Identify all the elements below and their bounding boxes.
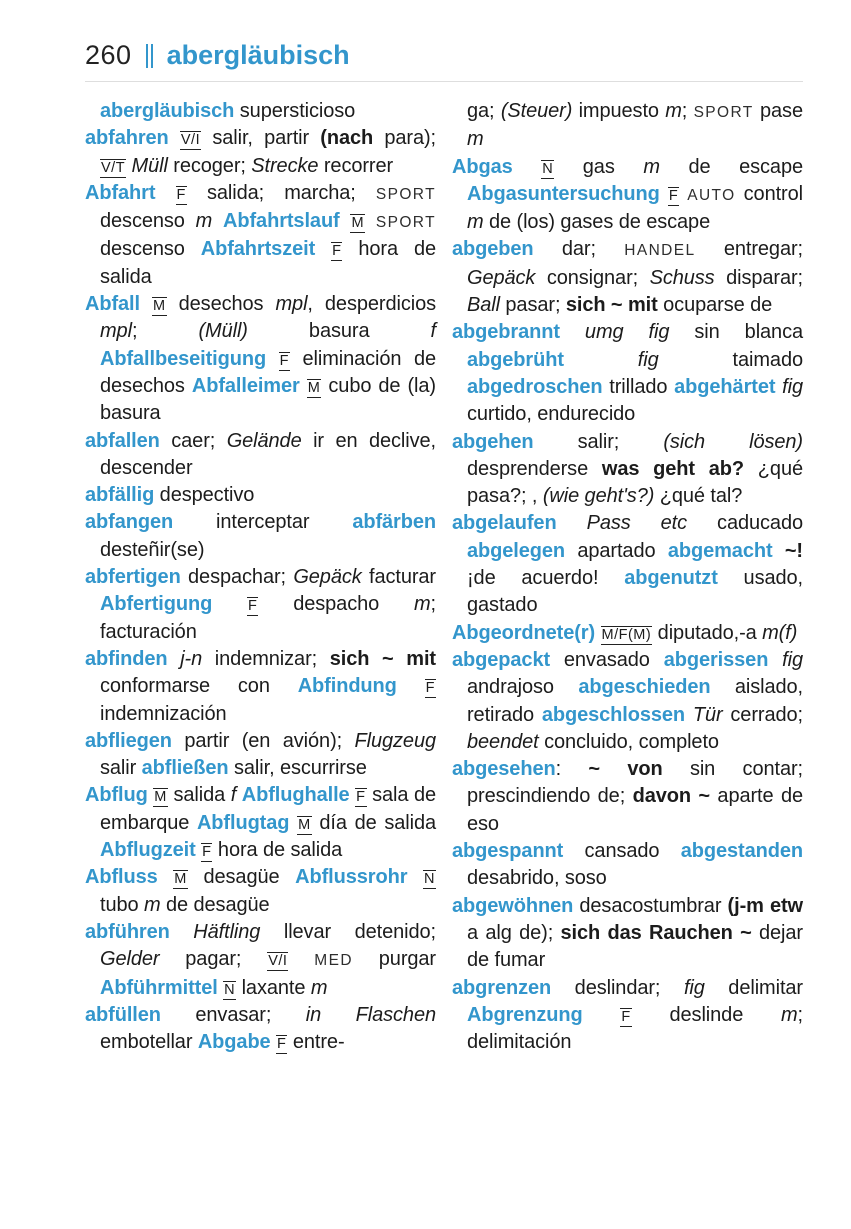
translation-text: purgar (352, 948, 436, 971)
translation-text: dar; (561, 238, 625, 261)
translation-text: ir en declive, descender (100, 429, 436, 479)
gender-marker: F (668, 187, 679, 204)
translation-text: pagar; (159, 948, 268, 971)
context-word: (Müll) (198, 320, 248, 343)
translation-text: deslinde (631, 1003, 781, 1026)
translation-text: de (los) gases de escape (483, 211, 711, 234)
headword: abgehärtet (674, 375, 783, 398)
context-word: Schuss (649, 266, 715, 289)
translation-text: pasar; (499, 294, 566, 317)
context-word: m (143, 893, 161, 916)
gender-marker: N (224, 981, 236, 998)
context-word: fig (683, 976, 705, 999)
context-word: Ball (467, 294, 500, 317)
translation-text: salir, partir (201, 127, 321, 150)
translation-text: supersticioso (239, 100, 356, 122)
translation-text: entregar; (695, 238, 803, 261)
headword: abfällig (85, 484, 160, 507)
translation-text: salir; (577, 430, 664, 453)
context-word: umg fig (584, 321, 670, 344)
headword: Abfluss (85, 866, 174, 889)
translation-text: delimitar (704, 976, 803, 999)
context-word: m (467, 211, 484, 234)
gender-marker: F (176, 186, 186, 203)
context-word: Gepäck (467, 266, 536, 289)
dictionary-entry (85, 125, 436, 180)
dictionary-entry (452, 429, 803, 511)
context-word: Gelände (226, 429, 302, 452)
translation-text: hora de salida (100, 238, 436, 288)
headword: Abfallbeseitigung (100, 347, 279, 370)
field-label: SPORT (693, 104, 754, 121)
translation-text: aparte de eso (467, 785, 803, 835)
double-bar-separator-icon (146, 44, 153, 68)
context-word: (wie geht's?) (542, 485, 655, 508)
translation-text: de escape (659, 155, 803, 178)
headword: abgeschlossen (541, 703, 693, 726)
translation-text: deslindar; (574, 976, 684, 999)
translation-text: desacostumbrar (579, 894, 728, 917)
translation-text (288, 948, 314, 970)
context-word: (sich lösen) (663, 430, 803, 453)
gender-marker: N (424, 871, 435, 888)
headword: Abgasuntersuchung (467, 182, 668, 205)
context-word: fig (782, 648, 803, 671)
dictionary-entry (85, 919, 436, 1002)
headword: abfließen (141, 757, 234, 780)
translation-text: embotellar (100, 1031, 198, 1054)
dictionary-entry (85, 428, 436, 483)
headword: Abfindung (297, 675, 425, 698)
translation-text: ¡de acuerdo! (467, 567, 625, 590)
gender-marker: F (202, 844, 212, 861)
headword: Abfahrtszeit (200, 238, 332, 261)
translation-text: ga; (467, 100, 501, 122)
translation-text: cubo de (la) basura (100, 374, 436, 425)
context-word: Gelder (100, 948, 160, 971)
translation-text: dejar de fumar (467, 921, 803, 972)
headword: abgesehen (452, 758, 556, 781)
translation-text: impuesto (572, 100, 666, 122)
headword: Abflug (85, 784, 154, 807)
translation-text: sin blanca (669, 321, 804, 344)
headword: abführen (85, 920, 194, 943)
translation-text: caducado (687, 512, 803, 535)
translation-text: tubo (100, 893, 144, 916)
headword: abfallen (85, 429, 172, 452)
translation-text: aislado, retirado (467, 676, 803, 726)
translation-text: diputado,-a (652, 621, 763, 644)
context-word: m(f) (762, 621, 798, 644)
translation-text: , desperdicios (307, 293, 436, 316)
translation-text: salir, escurrirse (234, 757, 367, 780)
translation-text: desechos (166, 293, 276, 316)
translation-text: desabrido, soso (467, 867, 607, 890)
guide-word: abergläubisch (166, 40, 350, 70)
translation-text: descenso (100, 238, 201, 261)
translation-text: sin contar; prescindiendo de; (467, 758, 803, 808)
translation-text: gas (554, 155, 644, 178)
gender-marker: M (298, 816, 311, 833)
translation-text: consignar; (535, 266, 650, 289)
gender-marker: M/F(M) (601, 626, 652, 643)
context-word: m (643, 155, 660, 178)
translation-text: envasar; (195, 1003, 306, 1026)
translation-text: hora de salida (212, 839, 343, 862)
translation-text: ¿qué tal? (654, 485, 743, 508)
context-word: Flugzeug (354, 729, 436, 752)
context-word: fig (782, 375, 803, 398)
headword: Abgas (452, 155, 542, 178)
translation-text: recorrer (318, 154, 394, 177)
translation-text: despectivo (159, 484, 255, 507)
dictionary-entry (85, 864, 436, 919)
dictionary-entry (452, 893, 803, 975)
translation-text: desteñir(se) (100, 538, 205, 561)
context-word: Gepäck (293, 566, 362, 589)
gender-marker: F (425, 680, 435, 697)
translation-text: desagüe (187, 866, 296, 889)
gender-marker: F (332, 243, 342, 260)
translation-text: para); (373, 127, 436, 150)
context-word: Müll (131, 154, 168, 177)
headword: abgebrüht (467, 348, 638, 371)
translation-text: salida; marcha; (186, 181, 376, 204)
left-column (85, 98, 436, 1056)
context-word: mpl (275, 293, 308, 316)
translation-text: ; delimitación (467, 1003, 803, 1054)
phrase-bold: was geht ab? (601, 457, 745, 480)
headword: abfinden (85, 647, 181, 670)
dictionary-entry (452, 756, 803, 838)
headword: Abgrenzung (467, 1003, 621, 1026)
context-word: (Steuer) (500, 100, 573, 122)
translation-text: pase (753, 100, 803, 122)
translation-text: disparar; (714, 266, 803, 289)
entry-continuation (85, 98, 436, 125)
gender-marker: M (153, 298, 166, 315)
field-label: SPORT (375, 214, 436, 232)
gender-marker: M (351, 215, 365, 232)
gender-marker: N (542, 160, 554, 177)
headword: abgepackt (452, 648, 564, 671)
dictionary-entry (85, 482, 436, 509)
headword: abfahren (85, 127, 180, 150)
translation-text (679, 183, 687, 205)
translation-text: día de salida (311, 811, 437, 834)
field-label: SPORT (375, 185, 436, 203)
page-header (85, 40, 803, 71)
phrase-bold: (j-m etw (727, 894, 803, 917)
headword: Abfall (85, 293, 152, 316)
translation-text: usado, gastado (467, 567, 803, 617)
phrase-bold: sich ~ mit (565, 294, 658, 317)
headword: Abflughalle (241, 784, 356, 807)
translation-text: basura (247, 320, 431, 343)
dictionary-entry (85, 291, 436, 427)
context-word: beendet (467, 730, 539, 753)
headword: abgrenzen (452, 976, 575, 999)
headword: abgeben (452, 238, 562, 261)
translation-text: apartado (577, 539, 668, 562)
headword: abgenutzt (624, 567, 744, 590)
translation-text: eliminación de desechos (100, 347, 436, 397)
headword: abgewöhnen (452, 894, 580, 917)
translation-text: descenso (100, 210, 196, 233)
context-word: fig (637, 348, 659, 371)
translation-text: laxante (236, 976, 311, 999)
headword: Abflussrohr (295, 866, 424, 889)
headword: Abführmittel (100, 976, 224, 999)
translation-text: ocuparse de (657, 294, 773, 317)
translation-text: : (555, 758, 589, 781)
dictionary-entry (85, 564, 436, 646)
translation-text: ¿qué pasa?; , (467, 457, 803, 508)
phrase-bold: davon ~ (632, 785, 710, 808)
phrase-bold: ~! (784, 539, 803, 562)
translation-text: andrajoso (467, 676, 579, 699)
translation-text: cansado (584, 840, 681, 863)
context-word: f (430, 320, 437, 343)
translation-text: llevar detenido; (260, 920, 436, 943)
headword: abgedroschen (467, 375, 610, 398)
gender-marker: F (621, 1008, 631, 1025)
field-label: MED (314, 952, 353, 970)
context-word: Häftling (193, 920, 261, 943)
dictionary-entry (85, 509, 436, 564)
translation-text: caer; (171, 429, 227, 452)
dictionary-entry (452, 647, 803, 756)
translation-text: recoger; (167, 154, 252, 177)
dictionary-entry (85, 180, 436, 291)
headword: abgemacht (667, 539, 785, 562)
translation-text: ; facturación (100, 593, 436, 643)
context-word: m (310, 976, 328, 999)
headword: abgelegen (467, 539, 578, 562)
headword: Abfahrtslauf (223, 210, 351, 233)
phrase-bold: sich ~ mit (329, 647, 436, 670)
translation-text: indemnización (100, 702, 227, 725)
translation-text: conformarse con (100, 675, 298, 698)
dictionary-entry (452, 154, 803, 237)
context-word: Tür (692, 703, 723, 726)
dictionary-entry (452, 620, 803, 647)
dictionary-entry (85, 782, 436, 864)
phrase-bold: ~ von (588, 758, 663, 781)
context-word: m (780, 1003, 798, 1026)
headword: Abflugtag (196, 811, 298, 834)
page-number: 260 (85, 40, 132, 70)
dictionary-entry (452, 319, 803, 428)
context-word: f (230, 784, 237, 807)
context-word: in Flaschen (305, 1003, 436, 1026)
headword: abgeschieden (578, 676, 735, 699)
context-word: j-n (180, 647, 203, 670)
translation-text: control (735, 182, 803, 205)
translation-text: facturar (361, 566, 436, 589)
translation-text: despachar; (188, 566, 294, 589)
translation-text (365, 210, 376, 232)
field-label: AUTO (687, 186, 736, 204)
headword: abgelaufen (452, 512, 587, 535)
translation-text: taimado (658, 348, 803, 371)
dictionary-entry (452, 510, 803, 619)
translation-text: partir (en avión); (184, 729, 355, 752)
gender-marker: F (248, 598, 258, 615)
headword: Abgabe (197, 1031, 277, 1054)
context-word: m (665, 100, 682, 122)
entry-continuation (452, 98, 803, 154)
translation-text: concluido, completo (538, 730, 719, 753)
dictionary-entry (452, 838, 803, 893)
headword: abgespannt (452, 840, 585, 863)
translation-text: trillado (609, 375, 675, 398)
field-label: HANDEL (624, 242, 696, 260)
context-word: m (413, 593, 431, 616)
headword: abfliegen (85, 729, 185, 752)
translation-text: indemnizar; (202, 647, 330, 670)
translation-text (212, 210, 223, 232)
dictionary-entry (85, 1002, 436, 1057)
context-word: m (195, 210, 213, 233)
translation-text: curtido, endurecido (467, 403, 636, 426)
translation-text: salida (167, 784, 231, 807)
right-column (452, 98, 803, 1056)
dictionary-entry (452, 236, 803, 319)
translation-text: despacho (258, 593, 414, 616)
translation-text: cerrado; (722, 703, 803, 726)
translation-text: interceptar (216, 511, 353, 534)
headword: abgerissen (663, 648, 783, 671)
dictionary-entry (85, 646, 436, 728)
headword: abgestanden (680, 840, 803, 863)
headword: Abfalleimer (191, 374, 307, 397)
translation-text: desprenderse (467, 457, 602, 480)
context-word: mpl (100, 320, 132, 343)
translation-text: sala de embarque (100, 784, 437, 834)
translation-text: de desagüe (160, 893, 270, 916)
translation-text: ; (681, 100, 694, 122)
headword: abfüllen (85, 1003, 196, 1026)
headword: abergläubisch (100, 100, 240, 122)
gender-marker: F (277, 1036, 287, 1053)
headword: Abflugzeit (100, 839, 202, 862)
gender-marker: V/I (268, 953, 288, 970)
translation-text: ; (131, 320, 199, 343)
dictionary-entry (85, 728, 436, 783)
phrase-bold: sich das Rauchen ~ (560, 921, 752, 944)
headword: Abgeordnete(r) (452, 621, 601, 644)
translation-text: salir (100, 757, 142, 780)
header-rule (85, 81, 803, 82)
context-word: Pass etc (586, 512, 688, 535)
translation-text: entre- (287, 1031, 345, 1054)
headword: Abfahrt (85, 181, 176, 204)
gender-marker: F (356, 789, 366, 806)
headword: abgebrannt (452, 321, 585, 344)
phrase-bold: (nach (320, 127, 374, 150)
dictionary-entry (452, 975, 803, 1057)
translation-text: a alg de); (467, 921, 561, 944)
headword: abfangen (85, 511, 217, 534)
text-columns (85, 98, 803, 1056)
gender-marker: V/T (101, 159, 126, 176)
gender-marker: M (174, 871, 187, 888)
translation-text: envasado (563, 648, 664, 671)
gender-marker: M (307, 379, 321, 396)
headword: abgehen (452, 430, 578, 453)
headword: Abfertigung (100, 593, 248, 616)
gender-marker: M (154, 789, 167, 806)
gender-marker: V/I (180, 132, 201, 149)
headword: abfertigen (85, 566, 189, 589)
context-word: m (467, 128, 484, 151)
context-word: Strecke (251, 154, 319, 177)
gender-marker: F (279, 352, 289, 369)
headword: abfärben (352, 511, 436, 534)
